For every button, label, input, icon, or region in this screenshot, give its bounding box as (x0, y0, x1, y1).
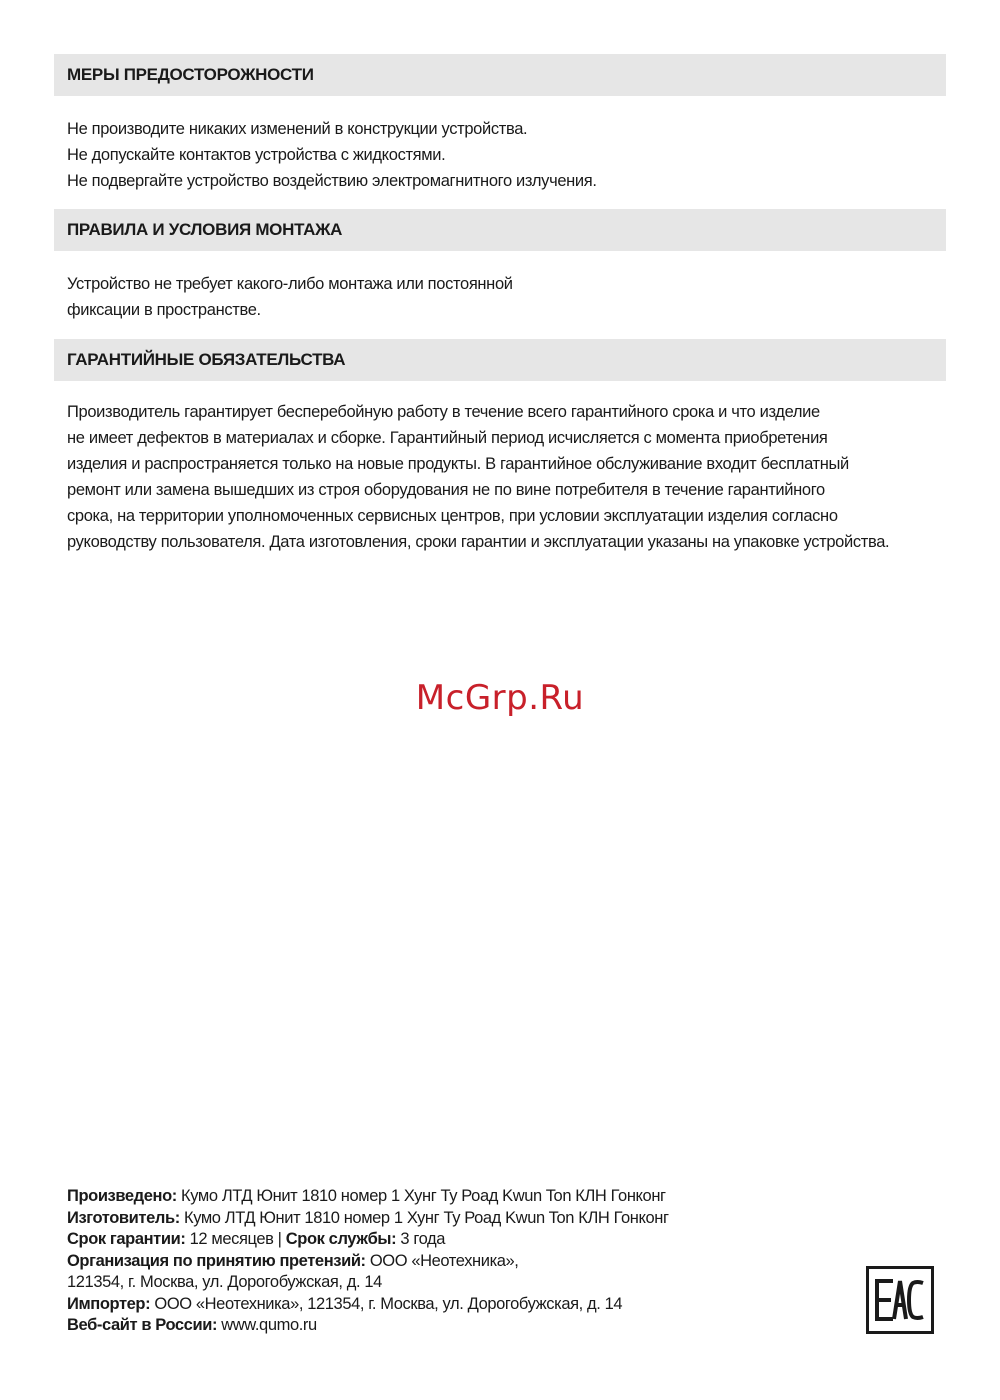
text-line: Не допускайте контактов устройства с жидкостями. (67, 146, 446, 164)
section-header-installation: ПРАВИЛА И УСЛОВИЯ МОНТАЖА (54, 209, 946, 251)
text-line: Устройство не требует какого-либо монтажа или постоянной (67, 275, 513, 293)
text-line: изделия и распространяется только на новые продукты. В гарантийное обслуживание входит бесплатный (67, 455, 849, 473)
section-header-precautions: МЕРЫ ПРЕДОСТОРОЖНОСТИ (54, 54, 946, 96)
section-body-precautions (67, 116, 947, 194)
produced-line (67, 1186, 669, 1208)
importer-line (67, 1294, 669, 1316)
claims-label: Организация по принятию претензий: (67, 1251, 366, 1270)
importer-label: Импортер: (67, 1294, 151, 1313)
website-value: www.qumo.ru (217, 1316, 317, 1334)
text-line: срока, на территории уполномоченных сервисных центров, при условии эксплуатации изделия согласно (67, 507, 838, 525)
warranty-value: 12 месяцев | (185, 1230, 286, 1248)
manufacturer-value: Кумо ЛТД Юнит 1810 номер 1 Хунг Ту Роад Kwun Ton КЛН Гонконг (179, 1208, 669, 1227)
service-life-value: 3 года (396, 1230, 445, 1248)
importer-value: ООО «Неотехника», 121354, г. Москва, ул. Дорогобужская, д. 14 (150, 1294, 623, 1313)
eac-glyph-icon (869, 1269, 931, 1331)
service-life-label: Срок службы: (285, 1230, 397, 1248)
text-line: Не производите никаких изменений в конструкции устройства. (67, 120, 528, 138)
eac-icon (866, 1266, 934, 1334)
manufacturer-info (67, 1186, 669, 1337)
section-body-installation (67, 271, 947, 323)
section-header-warranty: ГАРАНТИЙНЫЕ ОБЯЗАТЕЛЬСТВА (54, 339, 946, 381)
website-label: Веб-сайт в России: (67, 1316, 218, 1334)
claims-address: 121354, г. Москва, ул. Дорогобужская, д. 14 (67, 1273, 382, 1291)
text-line: руководству пользователя. Дата изготовления, сроки гарантии и эксплуатации указаны на упаковке устройства. (67, 533, 890, 551)
text-line: фиксации в пространстве. (67, 301, 261, 319)
section-body-warranty (67, 399, 947, 555)
warranty-label: Срок гарантии: (67, 1230, 186, 1248)
manufacturer-label: Изготовитель: (67, 1208, 180, 1227)
claims-value: ООО «Неотехника», (365, 1251, 519, 1270)
watermark-text: McGrp.Ru (415, 678, 585, 718)
text-line: ремонт или замена вышедших из строя оборудования не по вине потребителя в течение гарантийного (67, 481, 825, 499)
produced-label: Произведено: (67, 1187, 177, 1205)
website-line (67, 1315, 669, 1337)
text-line: Не подвергайте устройство воздействию электромагнитного излучения. (67, 172, 597, 190)
claims-line (67, 1251, 669, 1273)
text-line: не имеет дефектов в материалах и сборке. Гарантийный период исчисляется с момента приобретения (67, 429, 828, 447)
warranty-line (67, 1229, 669, 1251)
text-line: Производитель гарантирует бесперебойную работу в течение всего гарантийного срока и что изделие (67, 403, 820, 421)
produced-value: Кумо ЛТД Юнит 1810 номер 1 Хунг Ту Роад Kwun Ton КЛН Гонконг (176, 1187, 666, 1205)
manufacturer-line (67, 1208, 669, 1230)
